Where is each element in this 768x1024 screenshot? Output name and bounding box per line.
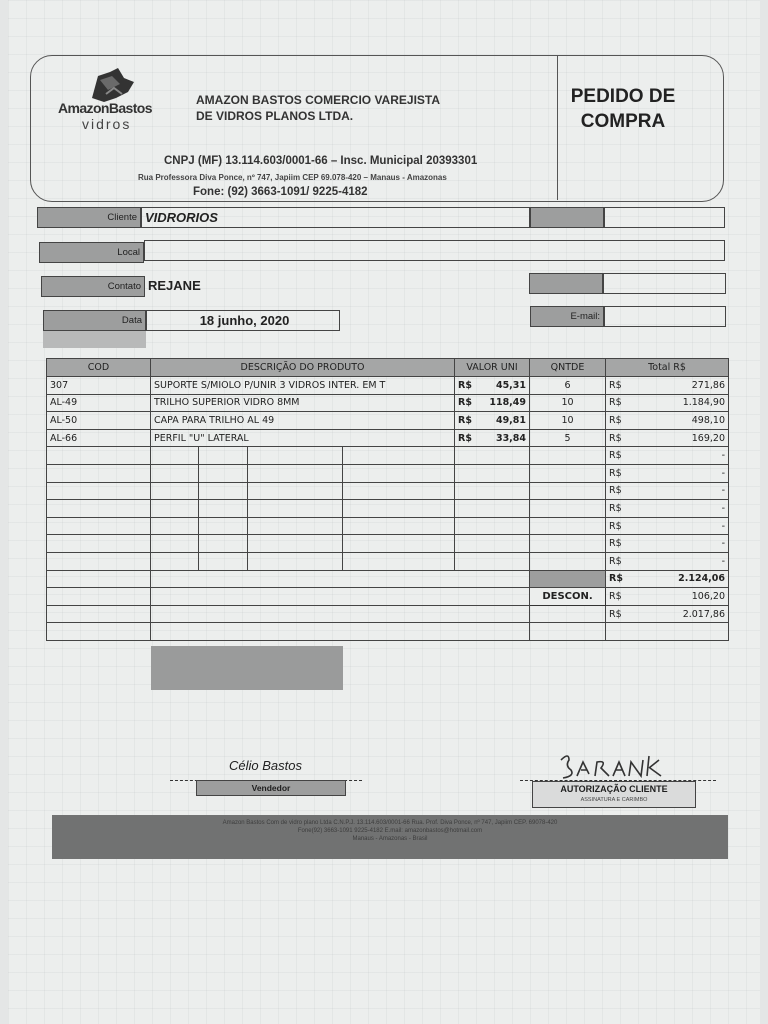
currency-symbol: R$ [609, 485, 622, 497]
table-row [47, 412, 729, 430]
contato-extra-label [529, 273, 603, 294]
cell-cod [47, 535, 151, 553]
cell-blank [151, 623, 530, 641]
phone-line: Fone: (92) 3663-1091/ 9225-4182 [193, 186, 368, 198]
cell-qntde [530, 482, 606, 500]
cell-valor [455, 482, 530, 500]
cell-descricao-part [343, 482, 455, 500]
cell-qntde [530, 464, 606, 482]
amount: - [721, 555, 726, 567]
footer-line2: Fone(92) 3663-1091 9225-4182 E.mail: amazonbastos@hotmail.com [297, 828, 483, 834]
cell-qntde: 6 [530, 377, 606, 395]
cell-qntde: 5 [530, 429, 606, 447]
cell-blank [530, 623, 606, 641]
vendor-label: Vendedor [196, 780, 346, 796]
cell-blank [151, 570, 530, 588]
header-qntde: QNTDE [530, 359, 606, 377]
cell-descricao-part [151, 500, 199, 518]
cell-total [606, 500, 729, 518]
cliente-extra-label [530, 207, 604, 228]
cnpj-line: CNPJ (MF) 13.114.603/0001-66 – Insc. Municipal 20393301 [164, 155, 478, 167]
cell-descricao: SUPORTE S/MIOLO P/UNIR 3 VIDROS INTER. EM T [151, 377, 455, 395]
currency-symbol: R$ [609, 432, 622, 444]
cell-descricao-part [248, 482, 343, 500]
cell-descricao-part [151, 535, 199, 553]
subtotal-value [606, 570, 729, 588]
currency-symbol: R$ [609, 590, 622, 602]
cell-qntde [530, 517, 606, 535]
cell-descricao-part [248, 535, 343, 553]
table-row [47, 447, 729, 465]
cell-valor [455, 464, 530, 482]
cell-descricao-part [343, 517, 455, 535]
cell-valor [455, 394, 530, 412]
cliente-field[interactable]: VIDRORIOS [141, 207, 530, 228]
vendor-name: Célio Bastos [229, 758, 302, 773]
cell-descricao-part [199, 500, 248, 518]
company-name-line2: DE VIDROS PLANOS LTDA. [196, 109, 354, 123]
contato-field[interactable]: REJANE [148, 278, 201, 293]
cell-blank [151, 605, 530, 623]
table-row [47, 394, 729, 412]
amount: 1.184,90 [682, 397, 726, 409]
amount: 118,49 [489, 397, 527, 409]
cell-descricao-part [151, 464, 199, 482]
amount: - [721, 485, 726, 497]
currency-symbol: R$ [609, 414, 622, 426]
cell-valor [455, 535, 530, 553]
cell-cod [47, 464, 151, 482]
table-row [47, 552, 729, 570]
logo-subtitle: vidros [82, 116, 132, 132]
cell-descricao: TRILHO SUPERIOR VIDRO 8MM [151, 394, 455, 412]
cell-qntde: 10 [530, 412, 606, 430]
subtotal-row [47, 570, 729, 588]
cell-descricao-part [151, 552, 199, 570]
amount: - [721, 520, 726, 532]
document-title-line2: COMPRA [580, 111, 666, 132]
amount: 169,20 [691, 432, 726, 444]
cell-total [606, 394, 729, 412]
local-label: Local [39, 242, 144, 263]
cell-valor [455, 377, 530, 395]
table-row [47, 377, 729, 395]
currency-symbol: R$ [458, 379, 472, 391]
cell-blank [530, 605, 606, 623]
cell-cod: AL-50 [47, 412, 151, 430]
cell-descricao-part [199, 517, 248, 535]
cell-descricao-part [151, 482, 199, 500]
cell-descricao-part [343, 500, 455, 518]
document-title-line1: PEDIDO DE [570, 86, 676, 107]
footer-line3: Manaus - Amazonas - Brasil [352, 836, 428, 842]
amount: - [721, 502, 726, 514]
client-authorization-label: AUTORIZAÇÃO CLIENTE [560, 784, 668, 794]
final-total-value [606, 605, 729, 623]
currency-symbol: R$ [609, 502, 622, 514]
currency-symbol: R$ [609, 555, 622, 567]
cell-blank [47, 623, 151, 641]
currency-symbol: R$ [609, 467, 622, 479]
redacted-block [151, 646, 343, 690]
cliente-extra-field[interactable] [604, 207, 725, 228]
cell-descricao: PERFIL "U" LATERAL [151, 429, 455, 447]
currency-symbol: R$ [609, 520, 622, 532]
table-row [47, 623, 729, 641]
currency-symbol: R$ [609, 397, 622, 409]
amount: 106,20 [691, 590, 726, 602]
amount: 498,10 [691, 414, 726, 426]
currency-symbol: R$ [609, 538, 622, 550]
cell-descricao: CAPA PARA TRILHO AL 49 [151, 412, 455, 430]
subtotal-label-cell [530, 570, 606, 588]
header-total: Total R$ [606, 359, 729, 377]
cell-cod [47, 517, 151, 535]
currency-symbol: R$ [458, 414, 472, 426]
cell-descricao-part [199, 552, 248, 570]
cell-descricao-part [248, 500, 343, 518]
cell-descricao-part [151, 517, 199, 535]
cell-valor [455, 517, 530, 535]
cell-descricao-part [343, 464, 455, 482]
footer-line1: Amazon Bastos Com de vidro plano Ltda C.N.P.J. 13.114.603/0001-66 Rua. Prof. Diva Ponce, nº 747, Japiim CEP. 69078-420 [222, 820, 558, 826]
contato-label: Contato [41, 276, 145, 297]
cell-total [606, 517, 729, 535]
cell-valor [455, 552, 530, 570]
cell-descricao-part [248, 517, 343, 535]
currency-symbol: R$ [609, 608, 622, 620]
cell-qntde [530, 552, 606, 570]
table-row [47, 535, 729, 553]
data-field[interactable]: 18 junho, 2020 [146, 310, 340, 331]
amount: - [721, 450, 726, 462]
table-row [47, 429, 729, 447]
cell-descricao-part [343, 447, 455, 465]
discount-label: DESCON. [530, 588, 606, 606]
header-valor: VALOR UNI [455, 359, 530, 377]
cell-descricao-part [199, 482, 248, 500]
cell-valor [455, 500, 530, 518]
cell-qntde [530, 535, 606, 553]
cell-blank [47, 588, 151, 606]
data-label-shadow [43, 331, 146, 348]
cell-total [606, 447, 729, 465]
amount: 33,84 [495, 432, 527, 444]
contato-extra-field[interactable] [603, 273, 726, 294]
discount-row [47, 588, 729, 606]
cell-cod [47, 482, 151, 500]
cell-qntde [530, 447, 606, 465]
cell-descricao-part [199, 535, 248, 553]
amount: 2.017,86 [682, 608, 726, 620]
cell-total [606, 552, 729, 570]
cell-cod: AL-66 [47, 429, 151, 447]
cell-descricao-part [248, 447, 343, 465]
email-label: E-mail: [530, 306, 604, 327]
client-signature [555, 752, 665, 782]
cell-valor [455, 447, 530, 465]
cell-blank [47, 605, 151, 623]
table-row [47, 464, 729, 482]
cell-descricao-part [199, 447, 248, 465]
header-cod: COD [47, 359, 151, 377]
cell-qntde: 10 [530, 394, 606, 412]
cell-valor [455, 412, 530, 430]
amount: 45,31 [495, 379, 527, 391]
currency-symbol: R$ [458, 397, 472, 409]
cell-descricao-part [199, 464, 248, 482]
address-line: Rua Professora Diva Ponce, nº 747, Japiim CEP 69.078-420 – Manaus - Amazonas [138, 173, 447, 182]
header-divider [557, 56, 558, 200]
cell-qntde [530, 500, 606, 518]
cell-descricao-part [248, 552, 343, 570]
client-authorization-box [532, 781, 696, 808]
cell-cod [47, 447, 151, 465]
cell-cod: 307 [47, 377, 151, 395]
amount: - [721, 467, 726, 479]
cell-blank [151, 588, 530, 606]
logo-name: AmazonBastos [58, 100, 152, 116]
currency-symbol: R$ [609, 573, 623, 585]
cell-total [606, 482, 729, 500]
amount: - [721, 538, 726, 550]
cell-total [606, 377, 729, 395]
cell-total [606, 429, 729, 447]
cliente-label: Cliente [37, 207, 141, 228]
items-table [46, 358, 729, 641]
company-name-line1: AMAZON BASTOS COMERCIO VAREJISTA [196, 93, 441, 107]
footer-bar [52, 815, 728, 859]
table-header-row [47, 359, 729, 377]
cell-descricao-part [343, 535, 455, 553]
cell-cod [47, 552, 151, 570]
data-label: Data [43, 310, 146, 331]
amount: 271,86 [691, 379, 726, 391]
local-field[interactable] [144, 240, 725, 261]
table-row [47, 517, 729, 535]
amount: 2.124,06 [678, 573, 726, 585]
currency-symbol: R$ [609, 379, 622, 391]
header-descricao: DESCRIÇÃO DO PRODUTO [151, 359, 455, 377]
email-field[interactable] [604, 306, 726, 327]
cell-cod: AL-49 [47, 394, 151, 412]
company-logo-icon [88, 68, 136, 104]
cell-total [606, 412, 729, 430]
currency-symbol: R$ [609, 450, 622, 462]
cell-valor [455, 429, 530, 447]
client-authorization-sublabel: ASSINATURA E CARIMBO [580, 797, 648, 803]
cell-blank [47, 570, 151, 588]
currency-symbol: R$ [458, 432, 472, 444]
cell-descricao-part [248, 464, 343, 482]
cell-total [606, 464, 729, 482]
final-total-row [47, 605, 729, 623]
cell-descricao-part [343, 552, 455, 570]
cell-blank [606, 623, 729, 641]
cell-cod [47, 500, 151, 518]
discount-value [606, 588, 729, 606]
cell-descricao-part [151, 447, 199, 465]
amount: 49,81 [495, 414, 527, 426]
table-row [47, 482, 729, 500]
cell-total [606, 535, 729, 553]
table-row [47, 500, 729, 518]
